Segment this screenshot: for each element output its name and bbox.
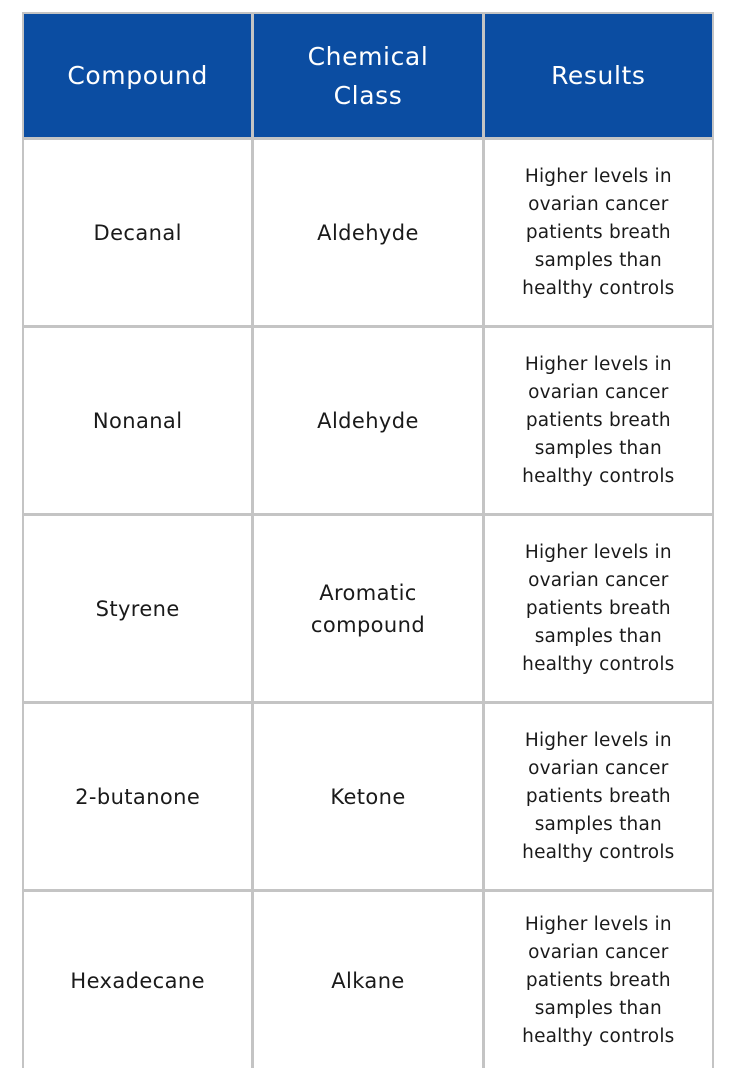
header-results: Results bbox=[485, 14, 712, 137]
cell-chemical-class: Alkane bbox=[254, 892, 481, 1070]
cell-results: Higher levels in ovarian cancer patients breath samples than healthy controls bbox=[485, 704, 712, 889]
table-row bbox=[24, 328, 712, 513]
cell-results: Higher levels in ovarian cancer patients breath samples than healthy controls bbox=[485, 892, 712, 1070]
cell-chemical-class: Aldehyde bbox=[254, 140, 481, 325]
header-chemical-class: Chemical Class bbox=[254, 14, 481, 137]
header-compound: Compound bbox=[24, 14, 251, 137]
cell-results: Higher levels in ovarian cancer patients breath samples than healthy controls bbox=[485, 140, 712, 325]
cell-results: Higher levels in ovarian cancer patients breath samples than healthy controls bbox=[485, 328, 712, 513]
table-row bbox=[24, 704, 712, 889]
cell-results: Higher levels in ovarian cancer patients breath samples than healthy controls bbox=[485, 516, 712, 701]
cell-chemical-class: Aromatic compound bbox=[254, 516, 481, 701]
cell-compound: Hexadecane bbox=[24, 892, 251, 1070]
cell-chemical-class: Aldehyde bbox=[254, 328, 481, 513]
table-row bbox=[24, 140, 712, 325]
table-row bbox=[24, 516, 712, 701]
cell-compound: Styrene bbox=[24, 516, 251, 701]
cell-chemical-class: Ketone bbox=[254, 704, 481, 889]
cell-compound: Decanal bbox=[24, 140, 251, 325]
compound-table-container bbox=[22, 12, 714, 1068]
table-row bbox=[24, 892, 712, 1070]
table-header-row bbox=[24, 14, 712, 137]
cell-compound: Nonanal bbox=[24, 328, 251, 513]
cell-compound: 2-butanone bbox=[24, 704, 251, 889]
compound-table bbox=[21, 11, 715, 1073]
